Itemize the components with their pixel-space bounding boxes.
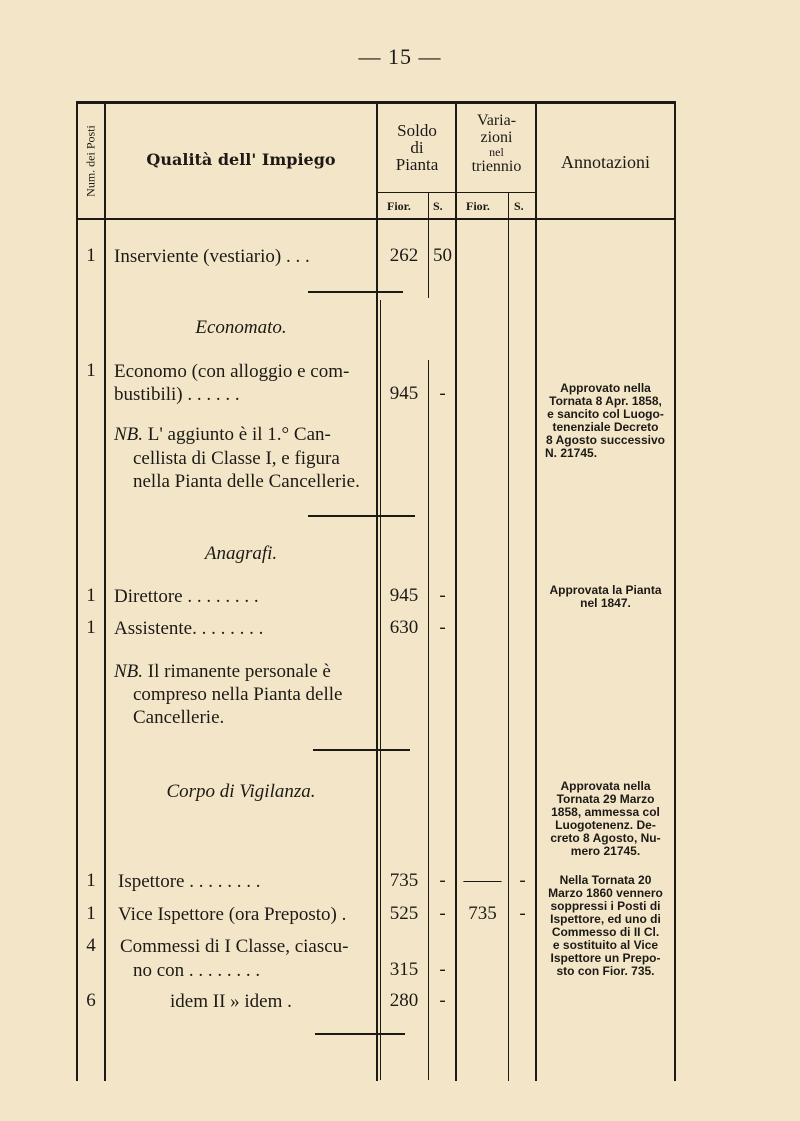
annotation-line: Commesso di II Cl. (551, 925, 660, 939)
header-var-l2: zioni (480, 129, 513, 146)
row-num: 1 (86, 617, 96, 638)
header-annotazioni: Annotazioni (561, 152, 650, 172)
annotation-line: N. 21745. (545, 446, 598, 460)
row-fior: 525 (389, 903, 419, 924)
section-rule-4 (315, 1033, 405, 1035)
annotation-line: nel 1847. (580, 596, 631, 610)
row-text: Direttore . . . . . . . . (114, 586, 259, 607)
annotation-line: Ispettore un Prepo- (550, 951, 661, 965)
row-text: Inserviente (vestiario) . . . (114, 246, 310, 267)
annotation-line: Tornata 8 Apr. 1858, (549, 394, 662, 408)
row-fior: 280 (389, 990, 419, 1011)
row-s: - (439, 990, 446, 1011)
annotation-line: 1858, ammessa col (551, 805, 660, 819)
row-fior: 945 (389, 383, 419, 404)
header-variazioni (457, 112, 536, 175)
annotation-line: Ispettore, ed uno di (550, 912, 661, 926)
header-soldo: Soldo di Pianta (395, 121, 439, 174)
row-text: Economo (con alloggio e com- (114, 361, 350, 382)
annotation-line: creto 8 Agosto, Nu- (550, 831, 661, 845)
header-fior-soldo: Fior. (387, 199, 411, 213)
row-fior: 945 (389, 585, 419, 606)
header-var-l1: Varia- (476, 112, 517, 129)
header-num-posti-label: Num. dei Posti (83, 125, 98, 197)
section-rule-3 (313, 749, 410, 751)
nb-text: L' aggiunto è il 1.° Can- (143, 424, 331, 445)
section-title: Anagrafi. (204, 543, 278, 564)
row-s: - (439, 585, 446, 606)
row-text: Vice Ispettore (ora Preposto) . (118, 904, 347, 925)
annotation-line: Marzo 1860 vennero (548, 886, 663, 900)
row-s: - (439, 959, 446, 980)
annotation-line: Luogotenenz. De- (555, 818, 656, 832)
header-quality: Qualità dell' Impiego (146, 150, 336, 169)
row-text: Commessi di I Classe, ciascu- (120, 936, 349, 957)
annotation (537, 874, 674, 978)
header-s-soldo: S. (433, 199, 443, 213)
row-s: - (439, 903, 446, 924)
section-rule-2 (308, 515, 415, 517)
annotation-line: e sostituito al Vice (552, 938, 659, 952)
header-var-l3: nel (489, 145, 504, 159)
annotation-line: 8 Agosto successivo (546, 433, 665, 447)
row-num: 6 (86, 990, 96, 1011)
page-number: — 15 — (358, 44, 442, 69)
row-var-fior: —— (463, 870, 502, 891)
row-var-fior: 735 (468, 903, 497, 924)
nb-text: nella Pianta delle Cancellerie. (133, 471, 360, 492)
section-title: Corpo di Vigilanza. (166, 781, 316, 802)
row-num: 1 (86, 903, 96, 924)
row-num: 1 (86, 585, 96, 606)
row-num: 1 (86, 245, 96, 266)
annotation-line: Nella Tornata 20 (559, 873, 652, 887)
row-s: - (439, 617, 446, 638)
nb-label: NB. (114, 424, 144, 445)
row-var-s: - (519, 870, 526, 891)
annotation (537, 382, 674, 460)
row-text: bustibili) . . . . . . (114, 384, 240, 405)
nb-note (114, 660, 331, 683)
row-num: 1 (86, 870, 96, 891)
header-s-var: S. (514, 199, 524, 213)
annotation-line: tenenziale Decreto (552, 420, 659, 434)
annotation-line: Approvato nella (560, 381, 651, 395)
nb-text: Cancellerie. (133, 707, 225, 728)
col-line-right (674, 101, 676, 1081)
row-s: - (439, 870, 446, 891)
annotation-line: e sancito col Luogo- (547, 407, 664, 421)
header-num-posti (78, 106, 104, 216)
row-var-s: - (519, 903, 526, 924)
annotation-line: mero 21745. (570, 844, 641, 858)
annotation-line: Approvata la Pianta (549, 583, 662, 597)
header-fior-var: Fior. (466, 199, 490, 213)
annotation-line: soppressi i Posti di (550, 899, 661, 913)
row-num: 4 (86, 935, 96, 956)
nb-text: cellista di Classe I, e figura (133, 448, 340, 469)
annotation (537, 780, 674, 858)
row-s: 50 (433, 245, 452, 266)
section-title: Economato. (195, 317, 287, 338)
row-text: Ispettore . . . . . . . . (118, 871, 261, 892)
var-sub-line (457, 192, 536, 193)
annotation (537, 584, 674, 610)
nb-text: compreso nella Pianta delle (133, 684, 343, 705)
row-fior: 262 (389, 245, 419, 266)
col-line-var-s (508, 193, 509, 1081)
nb-label: NB. (114, 661, 144, 682)
row-fior: 315 (389, 959, 419, 980)
header-var-l4: triennio (471, 158, 522, 175)
row-fior: 735 (389, 870, 419, 891)
annotation-line: Tornata 29 Marzo (556, 792, 655, 806)
annotation-line: sto con Fior. 735. (556, 964, 655, 978)
row-fior: 630 (389, 617, 419, 638)
nb-text: Il rimanente personale è (143, 661, 331, 682)
section-rule-1 (308, 291, 403, 293)
row-num: 1 (86, 360, 96, 381)
col-line-num (104, 101, 106, 1081)
row-text: idem II » idem . (170, 991, 292, 1012)
col-line-quality (376, 101, 378, 1081)
nb-note (114, 423, 331, 446)
annotation-line: Approvata nella (560, 779, 651, 793)
row-text: Assistente. . . . . . . . (114, 618, 264, 639)
soldo-sub-line (378, 192, 456, 193)
row-text: no con . . . . . . . . (133, 960, 261, 981)
row-s: - (439, 383, 446, 404)
